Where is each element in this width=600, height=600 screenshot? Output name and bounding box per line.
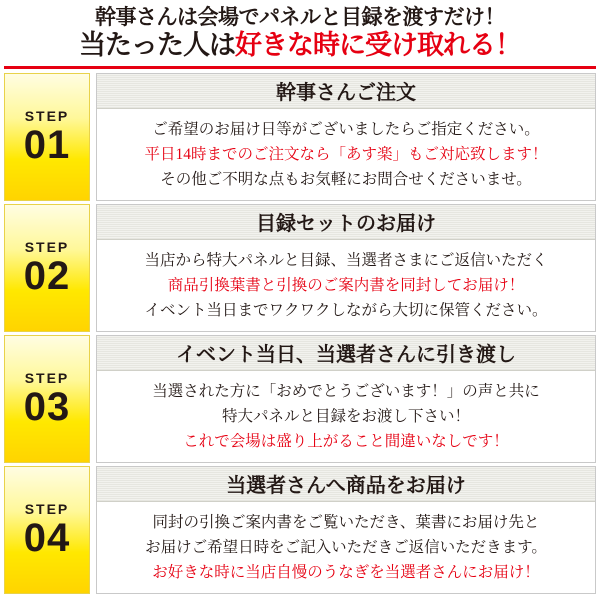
step-line: 平日14時までのご注文なら「あす楽」もご対応致します！ [144,145,548,163]
step-line: その他ご不明な点もお気軽にお問合せくださいませ。 [160,170,532,188]
step-body [96,335,596,463]
step-number: 03 [23,384,71,429]
step-title: イベント当日、当選者さんに引き渡し [97,336,595,371]
header-line-2-highlight: 好きな時に受け取れる！ [235,30,521,61]
step-title: 当選者さんへ商品をお届け [97,467,595,502]
step-line: 商品引換葉書と引換のご案内書を同封してお届け！ [167,276,525,294]
step-body [96,466,596,594]
step-badge-02 [4,204,90,332]
step-number: 04 [23,515,71,560]
header-line-2-prefix: 当たった人は [79,30,235,61]
step-number: 01 [23,122,71,167]
step-description [97,109,595,200]
step-title: 幹事さんご注文 [97,74,595,109]
steps-list [0,71,600,594]
step-description [97,371,595,462]
step-line: 当選された方に「おめでとうございます！」の声と共に [152,382,540,400]
step-line: お好きな時に当店自慢のうなぎを当選者さんにお届け！ [152,563,540,581]
step-word: STEP [24,107,70,124]
step-description [97,240,595,331]
step-badge-01 [4,73,90,201]
step-badge-04 [4,466,90,594]
step-title: 目録セットのお届け [97,205,595,240]
step-line: 同封の引換ご案内書をご覧いただき、葉書にお届け先と [152,513,540,531]
step-word: STEP [24,238,70,255]
step-word: STEP [24,369,70,386]
step-line: 当店から特大パネルと目録、当選者さまにご返信いただく [144,251,548,269]
header-divider [4,66,596,69]
step-line: お届けご希望日時をご記入いただきご返信いただきます。 [145,538,547,556]
step-number: 02 [23,253,71,298]
step-line: イベント当日までワクワクしながら大切に保管ください。 [144,301,548,319]
step-row [4,204,596,332]
step-line: 特大パネルと目録をお渡し下さい！ [221,407,470,425]
step-row [4,335,596,463]
step-row [4,466,596,594]
header-line-1: 幹事さんは会場でパネルと目録を渡すだけ！ [95,5,505,29]
step-row [4,73,596,201]
header [0,0,600,71]
step-description [97,502,595,593]
step-badge-03 [4,335,90,463]
step-line: ご希望のお届け日等がございましたらご指定ください。 [152,120,540,138]
step-line: これで会場は盛り上がること間違いなしです！ [183,432,509,450]
step-word: STEP [24,500,70,517]
step-body [96,204,596,332]
step-body [96,73,596,201]
header-line-2 [4,31,596,61]
